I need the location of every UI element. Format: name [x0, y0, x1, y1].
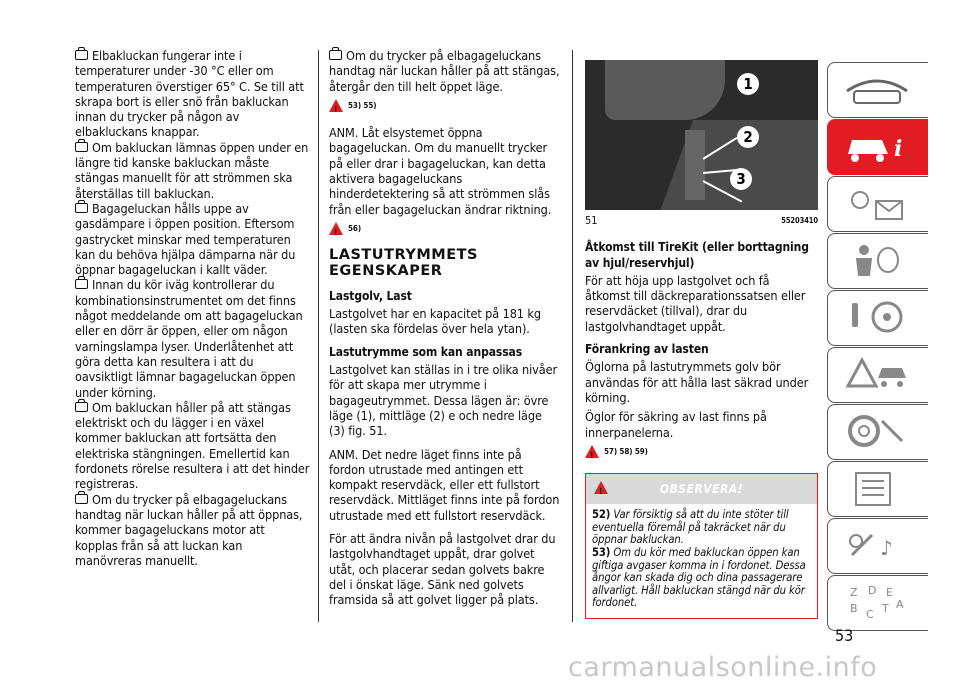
- paragraph: Öglor för säkring av last finns på innerpanelerna.: [585, 409, 767, 440]
- paragraph: Lastgolvet har en kapacitet på 181 kg (lasten ska fördelas över hela ytan).: [329, 306, 541, 337]
- car-icon: [75, 494, 88, 504]
- wheel-key-icon: [842, 299, 912, 337]
- subheading: Förankring av lasten: [585, 342, 709, 357]
- lights-message-icon: [842, 185, 912, 223]
- warning-ref-text: 53) 55): [348, 100, 377, 110]
- warning-triangle-icon: !: [585, 445, 599, 458]
- tab-tires[interactable]: [827, 404, 928, 460]
- dashboard-icon: [842, 71, 912, 109]
- car-icon: [75, 142, 88, 152]
- warning-note-box: [585, 473, 818, 619]
- figure-caption: [585, 213, 818, 228]
- svg-text:T: T: [882, 602, 889, 615]
- airbag-seat-icon: [842, 242, 912, 280]
- paragraph: Om bakluckan lämnas öppen under en längre tid kanske bakluckan måste stängas manuellt för att strömmen ska återställas till bakluckan.: [75, 139, 309, 201]
- car-icon: [329, 50, 342, 60]
- figure-number: 51: [585, 214, 598, 227]
- svg-text:Z: Z: [850, 586, 858, 599]
- car-icon: [75, 279, 88, 289]
- note-title: OBSERVERA!: [659, 482, 744, 497]
- tab-service[interactable]: [827, 461, 928, 517]
- svg-text:A: A: [896, 598, 904, 611]
- column-middle: [329, 48, 561, 608]
- paragraph: Om bakluckan håller på att stängas elektriskt och du lägger i en växel kommer bakluckan att fortsätta den elektriska stängningen. Emellertid kan fordonets rörelse resultera i att det hinder registreras.: [75, 399, 310, 492]
- svg-text:♪: ♪: [880, 536, 893, 560]
- warning-refs: [585, 444, 818, 459]
- paragraph: ANM. Låt elsystemet öppna bagageluckan. Om du manuellt trycker på eller drar i bagageluckan, kan detta aktivera bagageluckans hinderdetektering så att strömmen slås från eller bagageluckan ändrar riktning.: [329, 125, 552, 217]
- paragraph: För att höja upp lastgolvet och få åtkomst till däckreparationssatsen eller reservdäcket (tillval), drar du lastgolvhandtaget uppåt.: [585, 272, 806, 334]
- tab-multimedia[interactable]: [827, 518, 928, 574]
- tab-lights-messages[interactable]: [827, 176, 928, 232]
- note-header: [586, 474, 817, 504]
- warning-ref-text: 56): [348, 223, 362, 233]
- tab-emergency[interactable]: [827, 347, 928, 403]
- paragraph: Om du trycker på elbagageluckans handtag när luckan håller på att stängas, återgår den till helt öppet läge.: [329, 48, 560, 94]
- note-item: 52) Var försiktig så att du inte stöter till eventuella föremål på takräcket när du öppnar bakluckan.: [592, 508, 789, 547]
- warning-car-icon: [842, 356, 912, 394]
- paragraph: ANM. Det nedre läget finns inte på fordon utrustade med antingen ett kompakt reservdäck, eller ett fullstort reservdäck. Mittläget finns inte på fordon utrustade med ett fullstort reservdäck.: [329, 446, 560, 523]
- subheading: Lastgolv, Last: [329, 288, 412, 303]
- svg-text:D: D: [868, 584, 877, 597]
- note-item: 53) Om du kör med bakluckan öppen kan giftiga avgaser komma in i fordonet. Dessa ångor kan skada dig och dina passagerare allvarligt. Håll bakluckan stängd när du kör fordonet.: [592, 545, 806, 610]
- tab-dashboard[interactable]: [827, 62, 928, 118]
- column-divider: [572, 50, 573, 622]
- car-icon: [75, 50, 88, 60]
- media-nav-icon: [842, 527, 912, 565]
- subheading: Lastutrymme som kan anpassas: [329, 344, 523, 359]
- car-icon: [75, 402, 88, 412]
- column-divider: [318, 50, 319, 622]
- warning-refs: [329, 221, 561, 236]
- watermark: carmanualsonline.info: [568, 652, 878, 683]
- section-title: LASTUTRYMMETS EGENSKAPER: [329, 247, 478, 279]
- tab-starting-driving[interactable]: [827, 290, 928, 346]
- warning-triangle-icon: !: [329, 99, 343, 112]
- paragraph: Om du trycker på elbagageluckans handtag när luckan håller på att öppnas, kommer bagageluckans motor att kopplas från så att luckan kan manövreras manuellt.: [75, 491, 303, 568]
- index-letters-icon: [842, 584, 912, 622]
- svg-text:B: B: [850, 602, 858, 615]
- column-left: [75, 48, 310, 568]
- svg-text:E: E: [886, 586, 893, 599]
- trunk-photo: [585, 60, 818, 210]
- warning-ref-text: 57) 58) 59): [604, 446, 648, 456]
- paragraph: För att ändra nivån på lastgolvet drar du lastgolvhandtaget uppåt, drar golvet utåt, och placerar sedan golvets bakre del i önskat läge. Sänk ned golvets framsida så att golvet ligger på plats.: [329, 531, 556, 608]
- note-body: [586, 504, 817, 618]
- warning-triangle-icon: !: [594, 481, 608, 494]
- paragraph: Öglorna på lastutrymmets golv bör användas för att hålla last säkrad under körning.: [585, 359, 809, 405]
- paragraph: Innan du kör iväg kontrollerar du kombinationsinstrumentet om det finns något meddelande om att bagageluckan eller en dörr är öppen, eller om någon varningslampa lyser. Underlåtenhet att göra detta kan resultera i att du oavsiktligt lämnar bagageluckan öppen under körning.: [75, 277, 303, 400]
- paragraph: Bagageluckan hålls uppe av gasdämpare i öppen position. Eftersom gastrycket minskar med temperaturen kan du behöva hjälpa dämparna när du öppnar bagageluckan i kallt väder.: [75, 200, 296, 278]
- column-right: [585, 52, 818, 619]
- service-list-icon: [842, 470, 912, 508]
- paragraph: Elbakluckan fungerar inte i temperaturer under -30 °C eller om temperaturen överstiger 65° C. Se till att skrapa bort is eller snö från bakluckan innan du trycker på någon av elbakluckans knappar.: [75, 48, 304, 140]
- callout-1: 1: [737, 73, 759, 95]
- callout-3: 3: [730, 168, 752, 190]
- tire-icon: [842, 413, 912, 451]
- car-info-icon: [842, 128, 912, 166]
- tab-car-info[interactable]: [827, 119, 928, 175]
- callout-2: 2: [737, 126, 759, 148]
- subheading: Åtkomst till TireKit (eller borttagning av hjul/reservhjul): [585, 240, 809, 270]
- svg-text:i: i: [894, 136, 903, 162]
- tab-safety[interactable]: [827, 233, 928, 289]
- page-number: 53: [835, 626, 854, 645]
- paragraph: Lastgolvet kan ställas in i tre olika nivåer för att skapa mer utrymme i bagageutrymmet. Dessa lägen är: övre läge (1), mittläge (2) e och nedre läge (3) fig. 51.: [329, 362, 558, 439]
- figure-code: 55203410: [781, 216, 818, 225]
- svg-text:C: C: [866, 608, 874, 621]
- warning-triangle-icon: !: [329, 222, 343, 235]
- car-icon: [75, 203, 88, 213]
- tab-index[interactable]: [827, 575, 928, 631]
- warning-refs: [329, 98, 561, 113]
